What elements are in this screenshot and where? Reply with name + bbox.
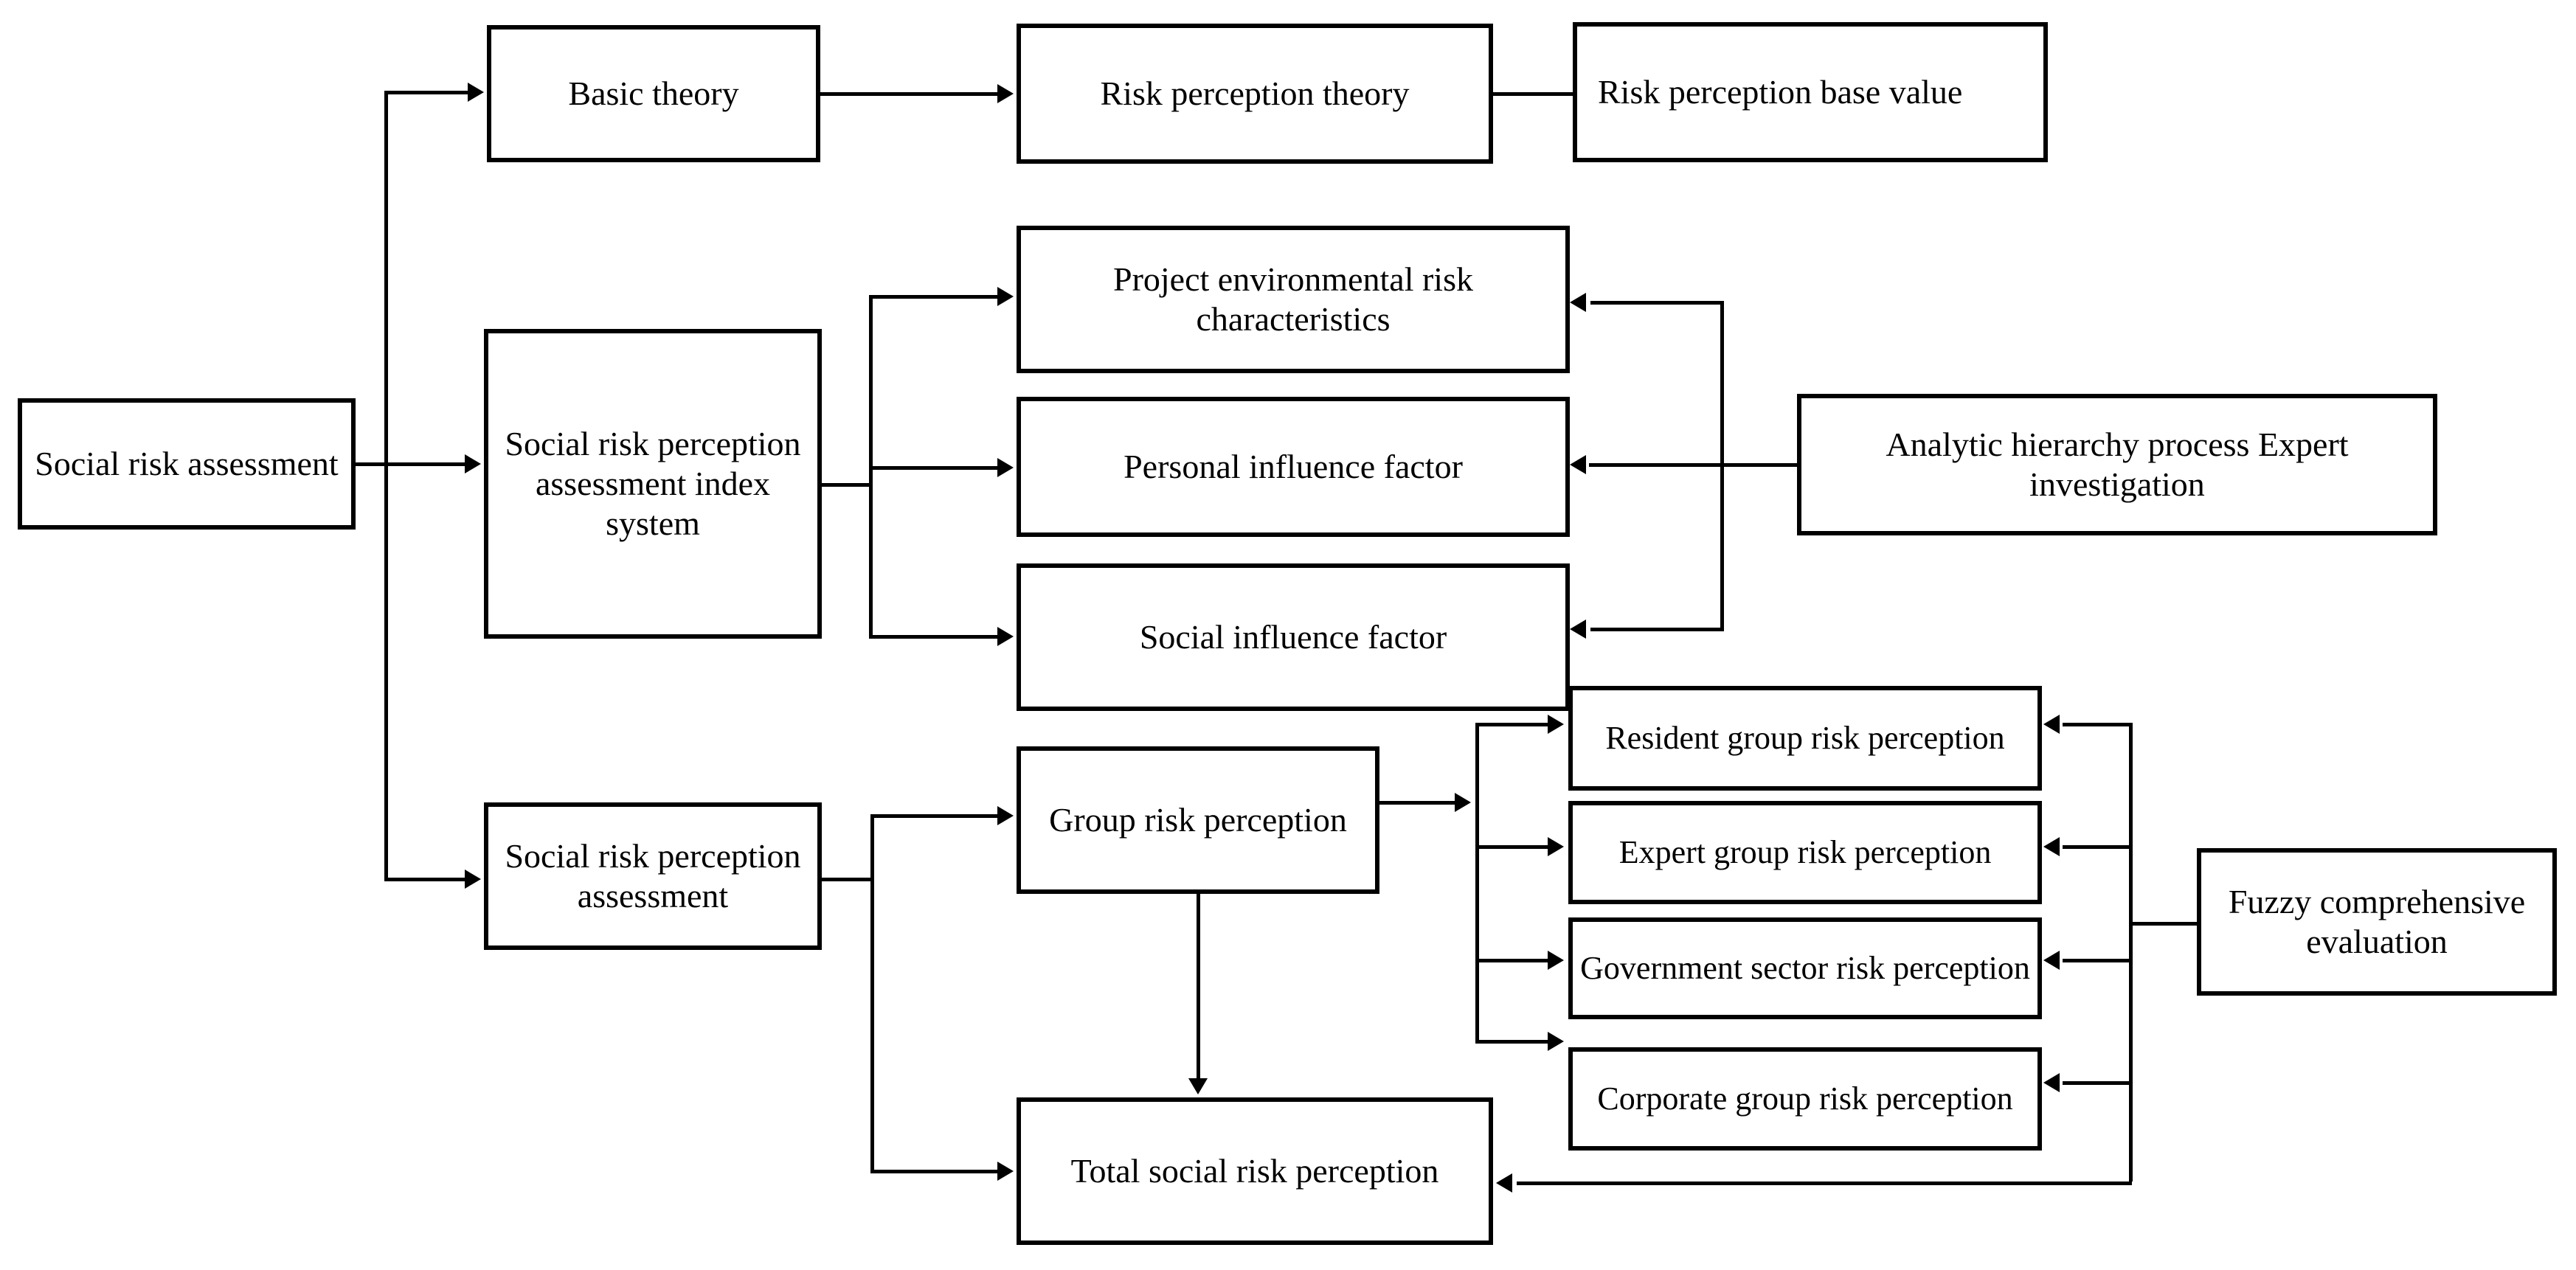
connector-group-government	[1475, 959, 1549, 962]
node-label: Corporate group risk perception	[1597, 1080, 2013, 1117]
node-label: Social influence factor	[1139, 617, 1447, 656]
connector-srpa-group	[870, 814, 997, 818]
node-label: Social risk perception assessment	[505, 836, 801, 915]
connector-fuzzy-resident	[2063, 723, 2132, 726]
arrow-to-risk-perception-theory	[997, 84, 1014, 103]
connector-index-out	[822, 483, 872, 487]
arrow-to-corporate-group	[1548, 1032, 1564, 1051]
connector-group-corporate	[1475, 1040, 1549, 1044]
arrow-to-group-risk-perception	[997, 806, 1014, 825]
node-label: Personal influence factor	[1123, 447, 1463, 485]
connector-ahp-out	[1589, 463, 1798, 467]
node-label: Social risk perception assessment index system	[505, 424, 801, 543]
node-label: Analytic hierarchy process Expert investigation	[1886, 425, 2349, 503]
connector-sra-out	[356, 462, 388, 466]
node-social-risk-assessment[interactable]	[18, 398, 356, 530]
node-expert-group-risk-perception[interactable]	[1568, 801, 2042, 904]
connector-sra-trunk	[384, 91, 388, 880]
arrow-to-expert-group	[1548, 837, 1564, 856]
connector-group-resident	[1475, 723, 1549, 726]
connector-ahp-bottom	[1590, 628, 1723, 631]
node-basic-theory[interactable]	[487, 25, 820, 162]
node-total-social-risk-perception[interactable]	[1017, 1097, 1493, 1245]
node-social-influence-factor[interactable]	[1017, 563, 1570, 711]
connector-group-expert	[1475, 845, 1549, 849]
connector-basic-rpt	[820, 92, 997, 96]
node-social-risk-perception-assessment-index-system[interactable]	[484, 329, 822, 639]
connector-fuzzy-total	[1517, 1181, 2132, 1185]
connector-srpa-fan	[870, 814, 874, 1173]
node-resident-group-risk-perception[interactable]	[1568, 686, 2042, 791]
node-risk-perception-theory[interactable]	[1017, 24, 1493, 164]
arrow-to-basic-theory	[468, 83, 484, 102]
node-fuzzy-comprehensive-evaluation[interactable]	[2197, 848, 2557, 996]
arrow-to-srpa	[465, 870, 481, 889]
connector-fuzzy-out	[2129, 922, 2200, 926]
arrow-fuzzy-to-total	[1496, 1173, 1512, 1193]
node-label: Expert group risk perception	[1618, 834, 1992, 871]
node-analytic-hierarchy-process[interactable]	[1797, 394, 2437, 535]
node-label: Risk perception base value	[1598, 72, 1963, 111]
node-risk-perception-base-value[interactable]	[1573, 22, 2048, 162]
connector-group-down	[1197, 894, 1200, 1078]
connector-fuzzy-corporate	[2063, 1081, 2132, 1085]
connector-fuzzy-riser	[2129, 723, 2133, 1181]
node-corporate-group-risk-perception[interactable]	[1568, 1047, 2042, 1151]
arrow-group-fan	[1455, 793, 1471, 812]
connector-group-fan-riser	[1475, 723, 1479, 1040]
node-label: Social risk assessment	[35, 444, 339, 482]
node-label: Basic theory	[568, 74, 739, 112]
connector-fuzzy-expert	[2063, 845, 2132, 849]
connector-srpa-total	[870, 1170, 997, 1173]
arrow-to-social-influence	[997, 627, 1014, 646]
arrow-to-total-social-risk-2	[1188, 1078, 1208, 1094]
connector-index-social	[869, 635, 997, 639]
arrow-to-project-env-risk	[997, 287, 1014, 306]
arrow-fuzzy-to-resident	[2043, 715, 2060, 734]
node-social-risk-perception-assessment[interactable]	[484, 802, 822, 950]
arrow-to-social-influence-ahp	[1570, 620, 1586, 639]
node-group-risk-perception[interactable]	[1017, 746, 1379, 894]
arrow-to-government-sector	[1548, 951, 1564, 970]
node-label: Risk perception theory	[1100, 74, 1410, 112]
node-label: Group risk perception	[1049, 800, 1347, 839]
connector-ahp-riser	[1720, 301, 1724, 631]
node-label: Project environmental risk characteristics	[1113, 260, 1473, 338]
arrow-to-resident-group	[1548, 715, 1564, 734]
connector-group-out	[1379, 801, 1456, 805]
node-label: Government sector risk perception	[1580, 950, 2030, 987]
arrow-fuzzy-to-corporate	[2043, 1073, 2060, 1092]
node-personal-influence-factor[interactable]	[1017, 397, 1570, 537]
node-label: Fuzzy comprehensive evaluation	[2228, 882, 2526, 960]
connector-trunk-srpa	[384, 878, 465, 881]
node-label: Resident group risk perception	[1605, 720, 2005, 757]
connector-index-personal	[869, 466, 997, 470]
connector-fuzzy-government	[2063, 959, 2132, 962]
node-government-sector-risk-perception[interactable]	[1568, 917, 2042, 1019]
connector-ahp-top	[1590, 301, 1723, 305]
arrow-to-project-env-risk-ahp	[1570, 293, 1586, 312]
node-project-environmental-risk-characteristics[interactable]	[1017, 226, 1570, 373]
node-label: Total social risk perception	[1070, 1151, 1439, 1190]
arrow-to-personal-influence-ahp	[1570, 455, 1586, 474]
arrow-to-total-social-risk-1	[997, 1162, 1014, 1181]
arrow-fuzzy-to-government	[2043, 951, 2060, 970]
connector-trunk-basic	[384, 91, 468, 94]
arrow-fuzzy-to-expert	[2043, 837, 2060, 856]
arrow-to-personal-influence	[997, 458, 1014, 477]
connector-trunk-index	[384, 462, 465, 466]
connector-rpt-rpbv	[1493, 92, 1574, 96]
arrow-to-index-system	[465, 454, 481, 473]
connector-index-perc	[869, 295, 997, 299]
connector-srpa-out	[822, 878, 873, 881]
